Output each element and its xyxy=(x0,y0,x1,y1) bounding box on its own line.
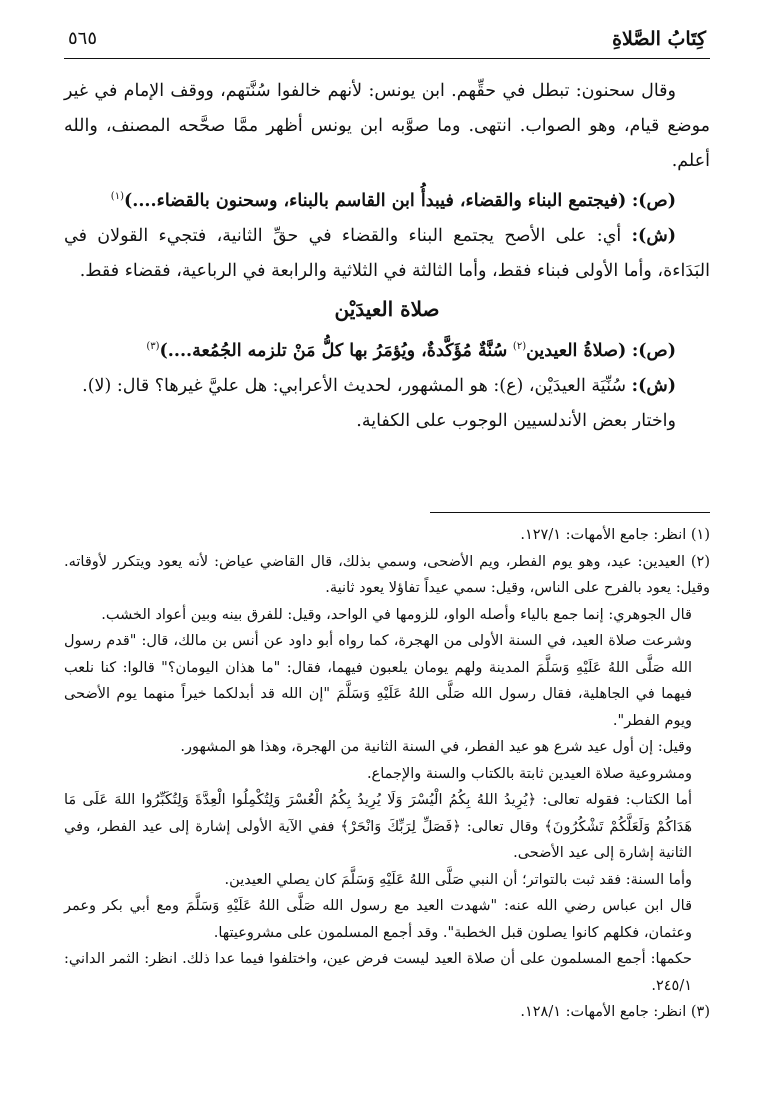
matn-marker: (ص): xyxy=(631,190,676,211)
footnote-2-jawhari: قال الجوهري: إنما جمع بالياء وأصله الواو، للزومها في الواحد، وقيل: للفرق بينه وبين أعواد الخشب. xyxy=(101,606,692,623)
page-number: ٥٦٥ xyxy=(68,28,98,49)
section-title: صلاة العيدَيْن xyxy=(334,296,440,321)
running-title: كِتَابُ الصَّلاةِ xyxy=(612,28,706,50)
footnote-separator xyxy=(430,512,710,513)
sharh-marker: (ش): xyxy=(631,225,676,246)
footnote-ref-3: (٣) xyxy=(146,340,160,352)
matn-text-a: (صلاةُ العيدين xyxy=(526,340,627,361)
footnotes xyxy=(64,522,710,1026)
sharh-text: سُنِّيَة العيدَيْن، (ع): هو المشهور، لحديث الأعرابي: هل عليَّ غيرها؟ قال: (لا). xyxy=(82,375,627,396)
footnote-1: (١) انظر: جامع الأمهات: ١٢٧/١. xyxy=(520,527,710,543)
footnote-2-first-eid: وقيل: إن أول عيد شرع هو عيد الفطر، في السنة الثانية من الهجرة، وهذا هو المشهور. xyxy=(180,739,692,755)
paragraph-andalusians: واختار بعض الأندلسيين الوجوب على الكفاية. xyxy=(356,410,676,431)
matn-marker: (ص): xyxy=(631,340,676,361)
footnote-2-legislation: وشرعت صلاة العيد، في السنة الأولى من الهجرة، كما رواه أبو داود عن أنس بن مالك، قال: "قدم رسول الله صَلَّى اللهُ عَلَيْهِ وَسَلَّمَ المدينة ولهم يومان يلعبون فيهما، فقال: "ما هذان اليومان؟" قالوا: كنا نلعب فيهما في الجاهلية، فقال رسول الله صَلَّى اللهُ عَلَيْهِ وَسَلَّمَ "إن الله قد أبدلكما خيراً منهما يوم الأضحى ويوم الفطر". xyxy=(64,633,692,729)
sharh-marker: (ش): xyxy=(631,375,676,396)
footnote-ref-1: (١) xyxy=(110,191,124,202)
sharh-paragraph-2 xyxy=(64,369,710,404)
footnote-3: (٣) انظر: جامع الأمهات: ١٢٨/١. xyxy=(520,1004,710,1020)
matn-paragraph-2 xyxy=(64,329,710,369)
main-text xyxy=(64,74,710,439)
footnote-2-evidence: ومشروعية صلاة العيدين ثابتة بالكتاب والسنة والإجماع. xyxy=(366,765,692,782)
sharh-paragraph-1 xyxy=(64,219,710,289)
sharh-text: أي: على الأصح يجتمع البناء والقضاء في حقِّ الثانية، فتجيء القولان في البَدَاءة، وأما الأولى فبناء فقط، وأما الثالثة في الثلاثية والرابعة في الرباعية، فقضاء فقط. xyxy=(64,225,710,281)
page-header xyxy=(64,26,710,59)
footnote-2: (٢) العيدين: عيد، وهو يوم الفطر، ويم الأضحى، وسمي بذلك، قال القاضي عياض: لأنه يعود ويتكرر لأوقاته. وقيل: يعود بالفرح على الناس، وقيل: سمي عيداً تفاؤلا يعود ثانية. xyxy=(64,553,710,596)
matn-text: (فيجتمع البناء والقضاء، فيبدأُ ابن القاسم بالبناء، وسحنون بالقضاء....) xyxy=(123,190,627,211)
matn-text-b: سُنَّةٌ مُؤَكَّدةٌ، ويُؤمَرُ بها كلُّ مَنْ تلزمه الجُمُعة....) xyxy=(159,340,508,361)
footnote-2-ruling: حكمها: أجمع المسلمون على أن صلاة العيد ليست فرض عين، واختلفوا فيما عدا ذلك. انظر: الثمر الداني: ٢٤٥/١. xyxy=(64,951,692,994)
footnote-2-sunnah: وأما السنة: فقد ثبت بالتواتر؛ أن النبي صَلَّى اللهُ عَلَيْهِ وَسَلَّمَ كان يصلي العيدين. xyxy=(224,871,692,888)
footnote-2-quran: أما الكتاب: فقوله تعالى: ﴿يُرِيدُ اللهُ بِكُمُ الْيُسْرَ وَلَا يُرِيدُ بِكُمُ الْعُسْرَ وَلِتُكْمِلُوا الْعِدَّةَ وَلِتُكَبِّرُوا اللهَ عَلَى مَا هَدَاكُمْ وَلَعَلَّكُمْ تَشْكُرُونَ﴾ وقال تعالى: ﴿فَصَلِّ لِرَبِّكَ وَانْحَرْ﴾ ففي الآية الأولى إشارة إلى عيد الفطر، وفي الثانية إشارة إلى عيد الأضحى. xyxy=(64,792,692,861)
footnote-ref-2: (٢) xyxy=(512,340,527,352)
footnote-2-ibn-abbas: قال ابن عباس رضي الله عنه: "شهدت العيد مع رسول الله صَلَّى اللهُ عَلَيْهِ وَسَلَّمَ ومع أبي بكر وعمر وعثمان، فكلهم كانوا يصلون قبل الخطبة". وقد أجمع المسلمون على مشروعيتها. xyxy=(64,898,692,941)
matn-paragraph-1 xyxy=(64,179,710,219)
paragraph-sahnun: وقال سحنون: تبطل في حقِّهم. ابن يونس: لأنهم خالفوا سُنَّتهم، ووقف الإمام في غير موضع قيام، وهو الصواب. انتهى. وما صوَّبه ابن يونس أظهر ممَّا صحَّحه المصنف، والله أعلم. xyxy=(64,81,710,171)
book-page xyxy=(64,26,710,1086)
